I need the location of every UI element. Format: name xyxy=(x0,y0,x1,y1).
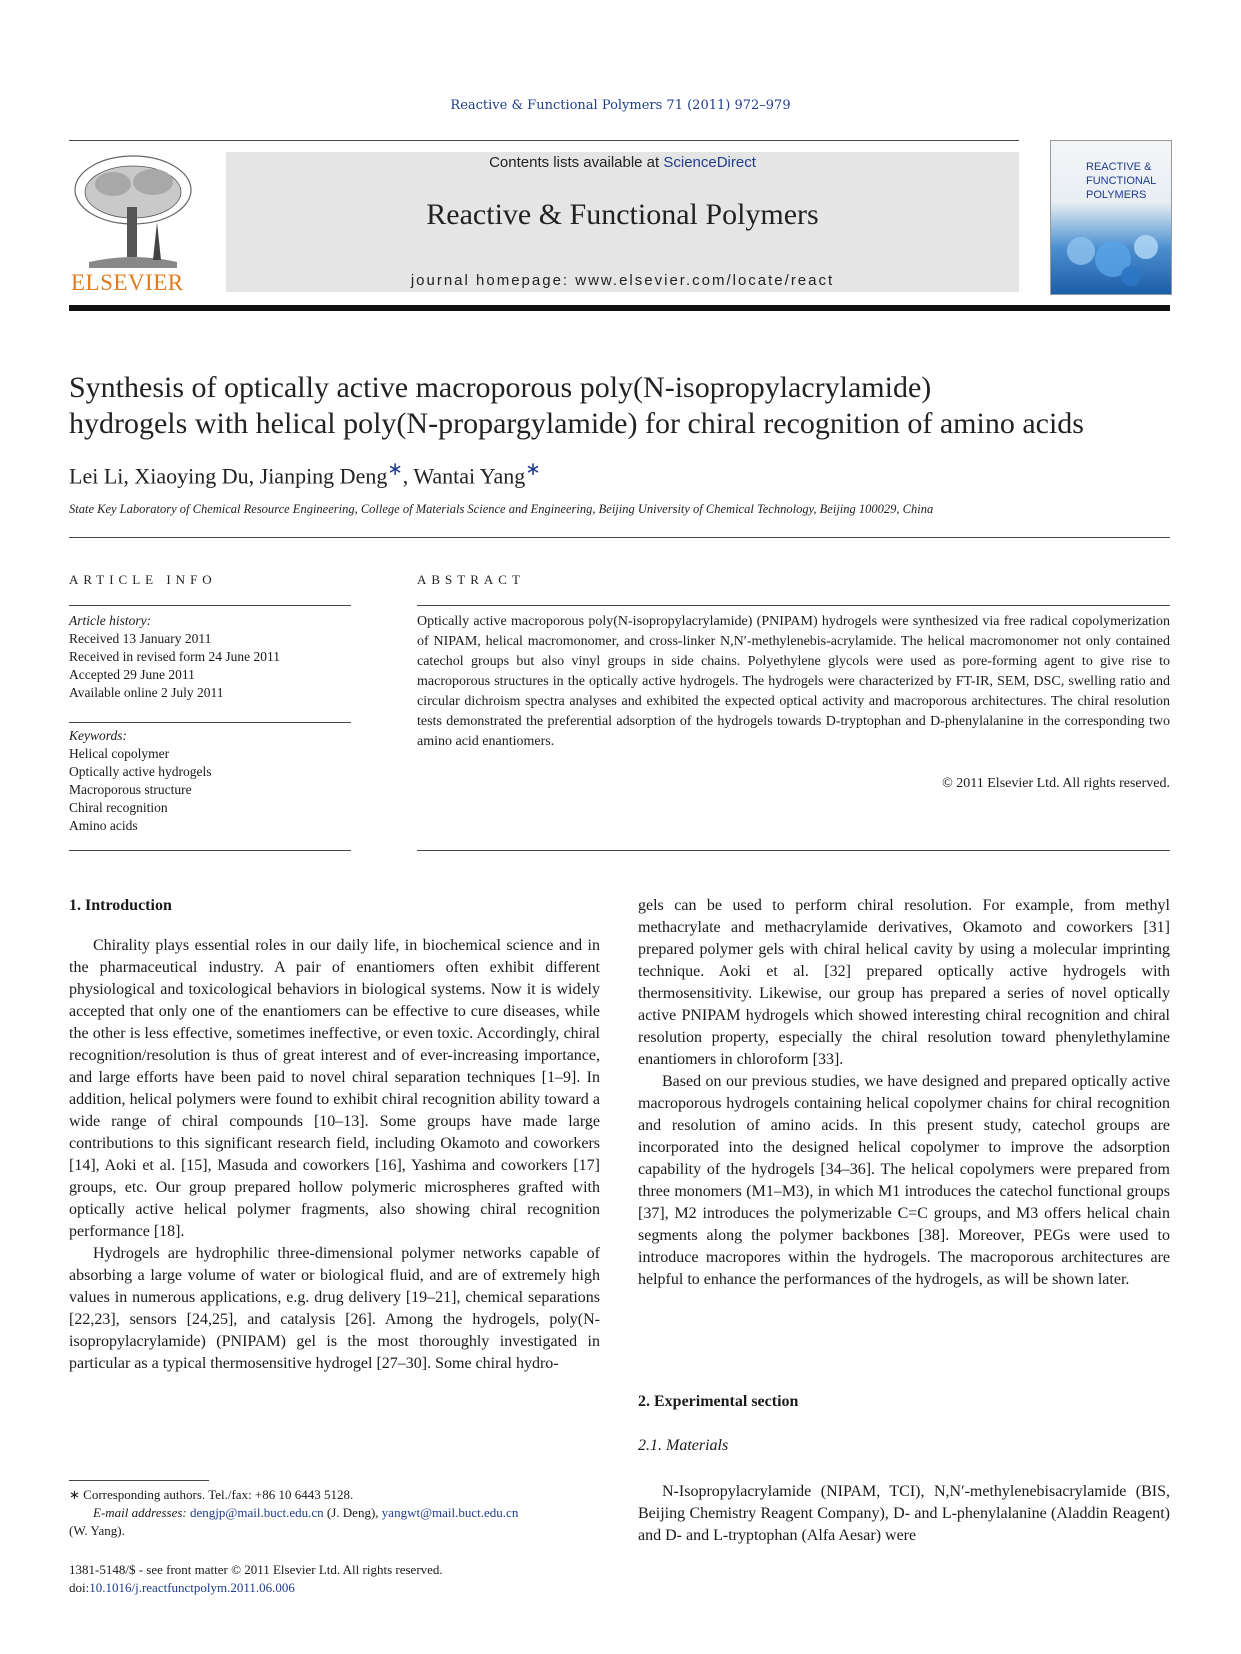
article-title-line2: hydrogels with helical poly(N-propargylamide) for chiral recognition of amino acids xyxy=(69,407,1084,440)
article-title xyxy=(69,370,1179,442)
author-list: Lei Li, Xiaoying Du, Jianping Deng∗, Wantai Yang∗ xyxy=(69,459,541,489)
email-owner: (J. Deng), xyxy=(326,1505,379,1520)
paragraph: N-Isopropylacrylamide (NIPAM, TCI), N,N′-methylenebisacrylamide (BIS, Beijing Chemistry Reagent Company), D- and L-phenylalanine (Aladdin Reagent) and D- and L-tryptophan (Alfa Aesar) were xyxy=(638,1483,1170,1544)
corresponding-marker[interactable]: ∗ xyxy=(387,459,403,479)
article-info-rule xyxy=(69,605,351,606)
journal-reference[interactable]: Reactive & Functional Polymers 71 (2011) 972–979 xyxy=(450,98,791,113)
email-link[interactable]: dengjp@mail.buct.edu.cn xyxy=(190,1505,324,1520)
footnotes xyxy=(69,1486,600,1540)
cover-title-line3: POLYMERS xyxy=(1086,189,1147,201)
issn-line: 1381-5148/$ - see front matter © 2011 Elsevier Ltd. All rights reserved. xyxy=(69,1562,443,1577)
article-history xyxy=(69,612,280,702)
top-rule xyxy=(69,140,1019,141)
section-heading: 2. Experimental section xyxy=(638,1393,799,1410)
history-label: Article history: xyxy=(69,613,152,628)
corresponding-note: ∗ Corresponding authors. Tel./fax: +86 10 6443 5128. xyxy=(69,1487,354,1502)
affiliation: State Key Laboratory of Chemical Resource Engineering, College of Materials Science and Engineering, Beijing University of Chemical Technology, Beijing 100029, China xyxy=(69,502,934,516)
cover-title-line2: FUNCTIONAL xyxy=(1086,175,1157,187)
email-label: E-mail addresses: xyxy=(93,1505,187,1520)
cover-title xyxy=(1086,160,1156,202)
history-item: Received 13 January 2011 xyxy=(69,631,212,646)
doi-link[interactable]: 10.1016/j.reactfunctpolym.2011.06.006 xyxy=(89,1580,295,1595)
affiliation-rule xyxy=(69,537,1170,538)
email-link[interactable]: yangwt@mail.buct.edu.cn xyxy=(381,1505,519,1520)
keyword: Optically active hydrogels xyxy=(69,764,212,779)
abstract-rule xyxy=(417,605,1170,606)
email-owner: (W. Yang). xyxy=(69,1523,125,1538)
keyword: Helical copolymer xyxy=(69,746,170,761)
doi-label: doi: xyxy=(69,1580,90,1595)
right-column xyxy=(638,895,1170,1291)
author-yang: Wantai Yang xyxy=(413,463,526,489)
history-item: Received in revised form 24 June 2011 xyxy=(69,649,280,664)
abstract-rule xyxy=(417,850,1170,851)
article-title-line1: Synthesis of optically active macroporous poly(N-isopropylacrylamide) xyxy=(69,371,932,404)
journal-name: Reactive & Functional Polymers xyxy=(426,198,819,231)
abstract-text: Optically active macroporous poly(N-isopropylacrylamide) (PNIPAM) hydrogels were synthesized via free radical copolymerization of NIPAM, helical macromonomer, and cross-linker N,N′-methylenebis-acrylamide. The helical macromonomer not only contained catechol groups but also vinyl groups in side chains. Polyethylene glycols were used as pore-forming agent to give rise to macroporous structures in the optically active hydrogels. The hydrogels were characterized by FT-IR, SEM, DSC, swelling ratio and circular dichroism spectra analyses and exhibited the expected optical activity and macroporous architectures. The chiral resolution tests demonstrated the preferential adsorption of the hydrogels towards D-tryptophan and D-phenylalanine in the corresponding two amino acid enantiomers. xyxy=(417,614,1170,749)
subsection-heading: 2.1. Materials xyxy=(638,1437,729,1454)
sciencedirect-link[interactable]: ScienceDirect xyxy=(663,154,756,171)
abstract-copyright: © 2011 Elsevier Ltd. All rights reserved. xyxy=(942,776,1170,791)
journal-homepage[interactable]: journal homepage: www.elsevier.com/locate/react xyxy=(410,272,835,289)
abstract-heading: ABSTRACT xyxy=(417,572,525,587)
section-heading: 1. Introduction xyxy=(69,897,172,914)
keywords xyxy=(69,727,211,835)
history-item: Available online 2 July 2011 xyxy=(69,685,224,700)
keyword: Macroporous structure xyxy=(69,782,192,797)
header-thick-rule xyxy=(69,305,1170,311)
cover-title-line1: REACTIVE & xyxy=(1086,161,1152,173)
front-matter xyxy=(69,1561,443,1597)
article-info-rule xyxy=(69,722,351,723)
right-column-continued xyxy=(638,1481,1170,1547)
paragraph: Chirality plays essential roles in our daily life, in biochemical science and in the pharmaceutical industry. A pair of enantiomers often exhibit different physiological and toxicological behaviors in biological systems. Now it is widely accepted that only one of the enantiomers can be effective to cure diseases, while the other is less effective, sometimes ineffective, or even toxic. Accordingly, chiral recognition/resolution is thus of great interest and of ever-increasing importance, and large efforts have been paid to novel chiral separation techniques [1–9]. In addition, helical polymers were found to exhibit chiral recognition ability toward a wide range of chiral compounds [10–13]. Some groups have made large contributions to this significant research field, including Okamoto and coworkers [14], Aoki et al. [15], Masuda and coworkers [16], Yashima and coworkers [17] groups, etc. Our group prepared hollow polymeric microspheres grafted with optically active helical polymer fragments, also showing chiral recognition performance [18]. xyxy=(69,937,600,1240)
keyword: Amino acids xyxy=(69,818,138,833)
keywords-label: Keywords: xyxy=(69,728,127,743)
paragraph: Hydrogels are hydrophilic three-dimensional polymer networks capable of absorbing a large volume of water or biological fluid, and are of extremely high values in numerous applications, e.g. drug delivery [19–21], chemical separations [22,23], sensors [24,25], and catalysis [26]. Among the hydrogels, poly(N-isopropylacrylamide) (PNIPAM) gel is the most thoroughly investigated in particular as a typical thermosensitive hydrogel [27–30]. Some chiral hydro- xyxy=(69,1245,600,1372)
paragraph: Based on our previous studies, we have designed and prepared optically active macroporous hydrogels containing helical copolymer chains for chiral recognition and resolution of amino acids. In this present study, catechol groups are incorporated into the designed helical copolymer to improve the adsorption capability of the hydrogels [34–36]. The helical copolymers were prepared from three monomers (M1–M3), in which M1 introduces the catechol functional groups [37], M2 introduces the polymerizable C=C groups, and M3 offers helical chain segments along the polymer backbones [38]. Moreover, PEGs were used to introduce macropores within the hydrogels. The macroporous architectures are helpful to enhance the performances of the hydrogels, as will be shown later. xyxy=(638,1073,1170,1288)
history-item: Accepted 29 June 2011 xyxy=(69,667,195,682)
article-info-rule xyxy=(69,850,351,851)
authors-text: Lei Li, Xiaoying Du, Jianping Deng xyxy=(69,463,388,489)
keyword: Chiral recognition xyxy=(69,800,168,815)
article-info-heading: ARTICLE INFO xyxy=(69,572,217,587)
contents-prefix: Contents lists available at xyxy=(489,154,664,171)
contents-line xyxy=(226,154,1019,171)
elsevier-logo-text: ELSEVIER xyxy=(71,270,184,295)
corresponding-marker[interactable]: ∗ xyxy=(525,459,541,479)
paragraph: gels can be used to perform chiral resolution. For example, from methyl methacrylate and methacrylamide derivatives, Okamoto and coworkers [31] prepared polymer gels with chiral helical cavity by using a molecular imprinting technique. Aoki et al. [32] prepared optically active hydrogels with thermosensitivity. Likewise, our group has prepared a series of novel optically active PNIPAM hydrogels which showed interesting chiral recognition and chiral resolution property, especially the chiral resolution toward phenylethylamine enantiomers in chloroform [33]. xyxy=(638,897,1170,1068)
left-column xyxy=(69,935,600,1375)
footnote-rule xyxy=(69,1480,209,1481)
